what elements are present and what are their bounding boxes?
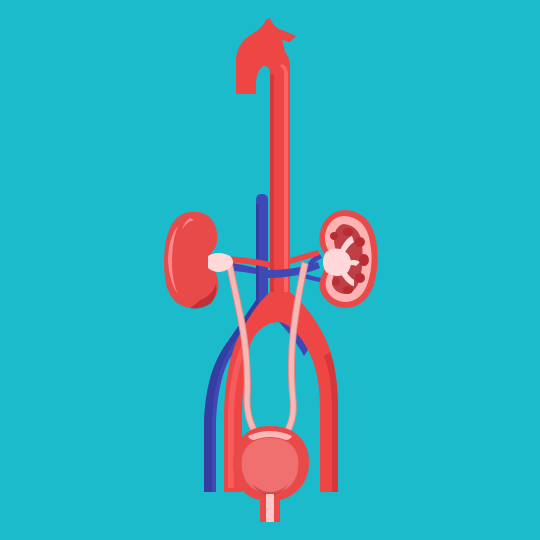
renal-pyramid (343, 228, 353, 236)
aorta (224, 18, 338, 492)
renal-pyramid (343, 286, 353, 294)
right-kidney-cross-section (319, 210, 377, 308)
aorta-shadow (270, 74, 274, 298)
renal-pyramid (332, 278, 340, 286)
renal-pyramid (359, 254, 369, 266)
renal-pyramid (355, 237, 365, 247)
renal-pyramid (355, 273, 365, 283)
bladder-lumen (242, 438, 299, 494)
bladder (233, 426, 309, 522)
left-kidney (164, 212, 233, 309)
urethra (266, 494, 274, 522)
renal-pyramid (330, 232, 338, 240)
